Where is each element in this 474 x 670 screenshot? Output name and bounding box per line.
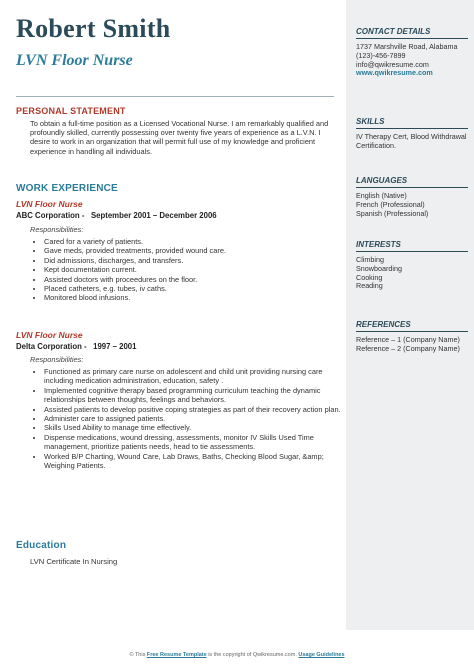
- interests-heading: INTERESTS: [356, 240, 401, 249]
- contact-heading: CONTACT DETAILS: [356, 27, 431, 36]
- list-item: • Did admissions, discharges, and transfers.: [44, 256, 344, 265]
- list-item: • Cared for a variety of patients.: [44, 237, 344, 246]
- contact-divider: [356, 38, 468, 39]
- list-item: • Dispense medications, wound dressing, assessments, monitor IV Skills Used Time management, prioritize patients needs, head to tie assessments.: [44, 433, 344, 452]
- job-1-dates: September 2001 – December 2006: [90, 211, 217, 220]
- list-item: Reference – 1 (Company Name): [356, 335, 460, 344]
- contact-phone: (123)-456-7899: [356, 50, 406, 60]
- job-2-company: Delta Corporation -: [16, 342, 87, 351]
- resume-sidebar: [346, 0, 474, 630]
- list-item: • Administer care to assigned patients.: [44, 414, 344, 423]
- languages-list: [356, 192, 468, 218]
- list-item: • Assisted patients to develop positive coping strategies as part of their recovery action plan.: [44, 405, 344, 414]
- free-resume-template-link[interactable]: Free Resume Template: [146, 652, 207, 658]
- education-heading: Education: [16, 540, 67, 551]
- references-heading: REFERENCES: [356, 320, 411, 329]
- header-divider: [16, 96, 334, 97]
- job-2-responsibilities-label: Responsibilities:: [30, 355, 84, 364]
- list-item: English (Native): [356, 191, 407, 200]
- work-experience-heading: WORK EXPERIENCE: [16, 183, 118, 194]
- list-item: Cooking: [356, 272, 383, 282]
- job-2-responsibilities: [30, 367, 344, 470]
- education-item: LVN Certificate In Nursing: [30, 557, 118, 566]
- skills-text: IV Therapy Cert, Blood Withdrawal Certification.: [356, 132, 467, 150]
- job-2-company-line: [16, 342, 136, 351]
- list-item: Snowboarding: [356, 263, 402, 273]
- interests-divider: [356, 251, 468, 252]
- list-item: Spanish (Professional): [356, 208, 429, 218]
- list-item: • Placed catheters, e.g. tubes, iv caths.: [44, 284, 344, 293]
- list-item: • Monitored blood infusions.: [44, 293, 344, 302]
- usage-guidelines-link[interactable]: Usage Guidelines: [298, 652, 345, 658]
- interests-list: [356, 256, 468, 291]
- list-item: • Gave meds, provided treatments, provided wound care.: [44, 246, 344, 255]
- job-1-title: LVN Floor Nurse: [16, 199, 83, 209]
- list-item: Reading: [356, 281, 383, 291]
- list-item: • Skills Used Ability to manage time effectively.: [44, 423, 344, 432]
- contact-details: [356, 43, 468, 78]
- job-1-responsibilities-label: Responsibilities:: [30, 225, 84, 234]
- languages-heading: LANGUAGES: [356, 176, 408, 185]
- list-item: Reference – 2 (Company Name): [356, 343, 460, 353]
- list-item: • Implemented cognitive therapy based programming curriculum teaching the dynamic relationships between thoughts, feelings and behaviors.: [44, 386, 344, 405]
- list-item: • Functioned as primary care nurse on adolescent and child unit providing nursing care including medication administration, education, safety .: [44, 367, 344, 386]
- languages-divider: [356, 187, 468, 188]
- personal-statement-heading: PERSONAL STATEMENT: [16, 106, 126, 116]
- job-1-company: ABC Corporation -: [16, 211, 85, 220]
- job-2-dates: 1997 – 2001: [93, 342, 137, 351]
- contact-address: 1737 Marshville Road, Alabama: [356, 42, 458, 51]
- references-list: [356, 336, 468, 354]
- list-item: • Kept documentation current.: [44, 265, 344, 274]
- references-divider: [356, 331, 468, 332]
- list-item: Climbing: [356, 255, 384, 264]
- job-2-title: LVN Floor Nurse: [16, 330, 83, 340]
- job-1-company-line: [16, 211, 217, 220]
- personal-statement-text: To obtain a full-time position as a Licensed Vocational Nurse. I am remarkably qualified and profoundly skilled, currently possessing over twenty five years of experience as a L.V.N. I desire to work in an organization that will permit full use of my knowledge and proficient experience in handling all individuals.: [30, 119, 329, 156]
- list-item: • Worked B/P Charting, Wound Care, Lab Draws, Baths, Checking Blood Sugar, &amp; Weighing Patients.: [44, 452, 344, 471]
- candidate-name: Robert Smith: [16, 14, 171, 43]
- job-1-responsibilities: [30, 237, 344, 303]
- skills-divider: [356, 128, 468, 129]
- candidate-role: LVN Floor Nurse: [16, 52, 133, 69]
- list-item: French (Professional): [356, 199, 425, 209]
- list-item: • Assisted doctors with proceedures on the floor.: [44, 275, 344, 284]
- contact-email[interactable]: info@qwikresume.com: [356, 59, 429, 69]
- contact-website[interactable]: www.qwikresume.com: [356, 68, 433, 78]
- skills-heading: SKILLS: [356, 117, 385, 126]
- page-footer: © This Free Resume Template is the copyright of Qwikresume.com. Usage Guidelines: [129, 652, 345, 658]
